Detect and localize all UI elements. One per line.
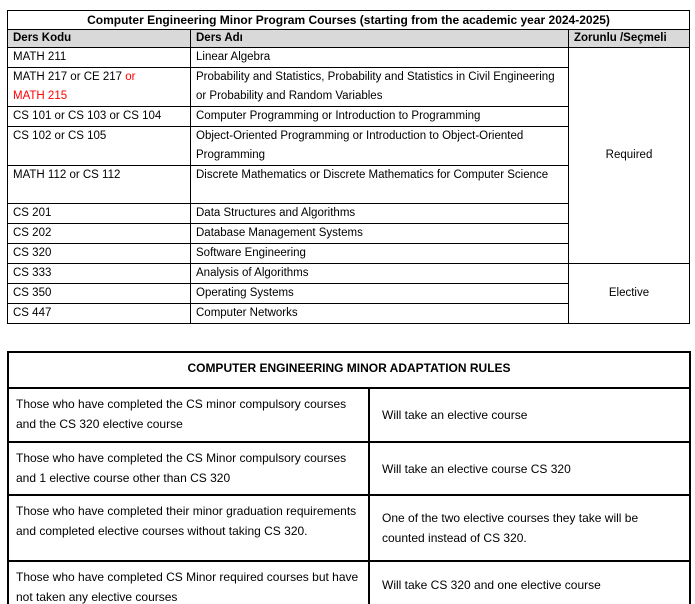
rule-row [8,442,690,495]
rule-row [8,561,690,604]
table1-title-row [8,11,690,30]
course-code-text-red: MATH 215 [13,90,68,102]
table1-header-row [8,30,690,48]
course-code-text: MATH 217 or CE 217 [13,71,126,83]
rule-row [8,388,690,442]
rule-action-cell: Will take an elective course [369,388,690,442]
rule-row [8,495,690,561]
course-code-text-red: or [125,71,136,83]
course-code-cell: CS 333 [8,264,191,284]
rule-condition-cell: Those who have completed the CS Minor compulsory courses and 1 elective course other than CS 320 [8,442,369,495]
course-code-cell [8,68,191,107]
course-code-cell: MATH 211 [8,48,191,68]
course-row [8,48,690,68]
course-code-cell: CS 320 [8,244,191,264]
course-code-cell: MATH 112 or CS 112 [8,166,191,204]
table2-title-row [8,352,690,388]
column-header-ders-kodu: Ders Kodu [8,30,191,48]
rule-condition-cell: Those who have completed CS Minor required courses but have not taken any elective courses [8,561,369,604]
rule-action-cell: Will take CS 320 and one elective course [369,561,690,604]
column-header-zorunlu-secmeli: Zorunlu /Seçmeli [569,30,690,48]
table1-title: Computer Engineering Minor Program Courses (starting from the academic year 2024-2025) [8,11,690,30]
course-name-cell: Computer Programming or Introduction to Programming [191,107,569,127]
course-name-cell: Database Management Systems [191,224,569,244]
course-name-cell: Discrete Mathematics or Discrete Mathematics for Computer Science [191,166,569,204]
course-code-cell: CS 447 [8,304,191,324]
course-name-cell: Data Structures and Algorithms [191,204,569,224]
rule-condition-cell: Those who have completed their minor graduation requirements and completed elective courses without taking CS 320. [8,495,369,561]
rule-action-cell: One of the two elective courses they take will be counted instead of CS 320. [369,495,690,561]
course-code-cell: CS 350 [8,284,191,304]
rule-condition-cell: Those who have completed the CS minor compulsory courses and the CS 320 elective course [8,388,369,442]
course-name-cell: Probability and Statistics, Probability and Statistics in Civil Engineering or Probability and Random Variables [191,68,569,107]
course-name-cell: Computer Networks [191,304,569,324]
course-name-cell: Object-Oriented Programming or Introduction to Object-Oriented Programming [191,127,569,166]
elective-cell: Elective [569,264,690,324]
course-code-cell: CS 202 [8,224,191,244]
course-code-cell: CS 101 or CS 103 or CS 104 [8,107,191,127]
required-cell: Required [569,48,690,264]
column-header-ders-adi: Ders Adı [191,30,569,48]
table2-title: COMPUTER ENGINEERING MINOR ADAPTATION RULES [8,352,690,388]
course-code-cell: CS 102 or CS 105 [8,127,191,166]
program-courses-table [7,10,690,324]
course-name-cell: Software Engineering [191,244,569,264]
rule-action-cell: Will take an elective course CS 320 [369,442,690,495]
course-name-cell: Linear Algebra [191,48,569,68]
adaptation-rules-table [7,351,691,604]
course-row [8,264,690,284]
course-name-cell: Operating Systems [191,284,569,304]
course-code-cell: CS 201 [8,204,191,224]
course-name-cell: Analysis of Algorithms [191,264,569,284]
